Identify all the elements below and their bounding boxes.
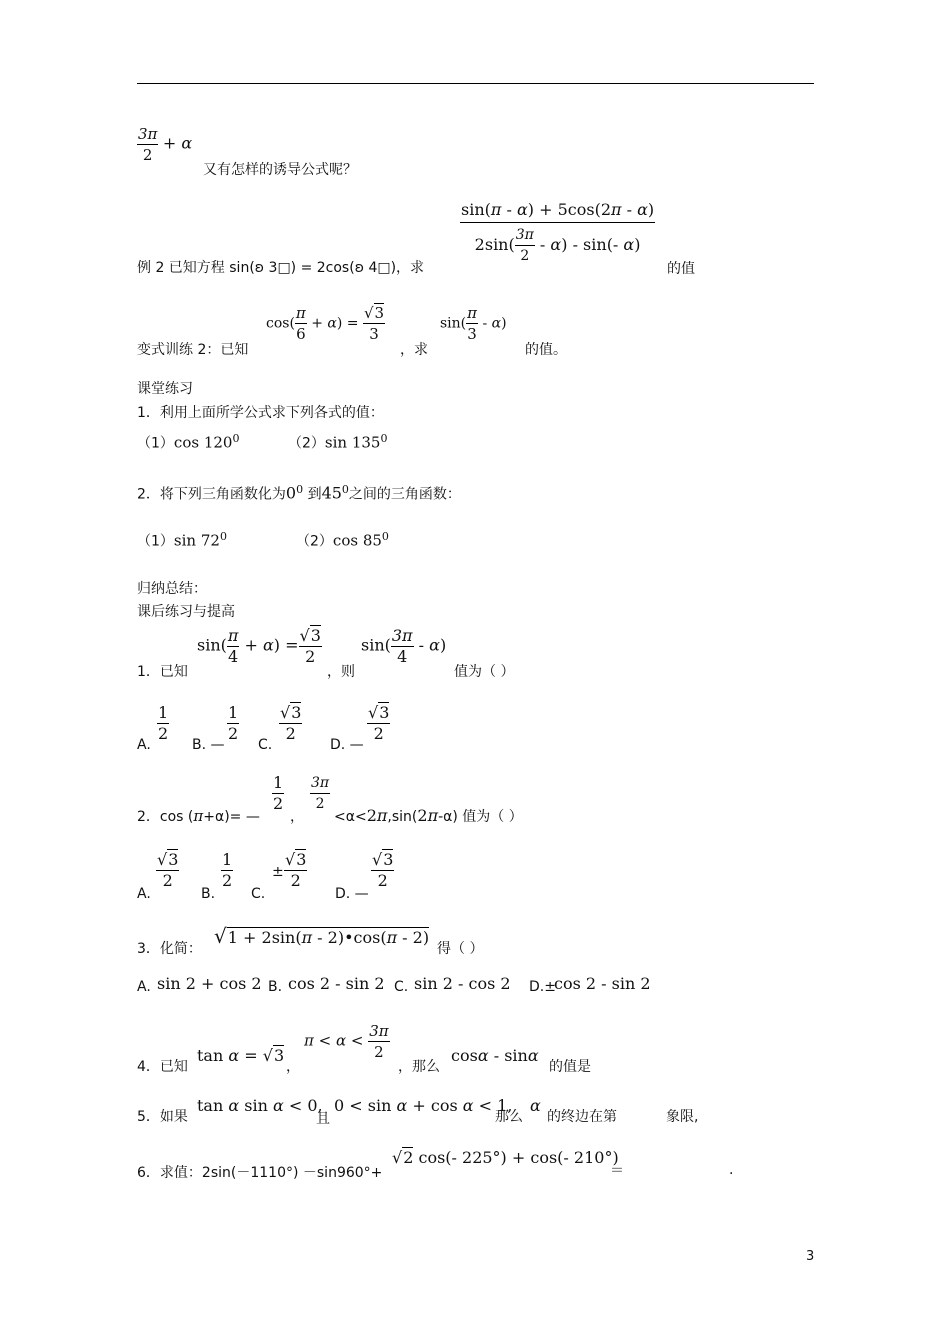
classwork-heading: 课堂练习 <box>137 381 193 397</box>
hw-q5-and: 且 <box>316 1111 330 1127</box>
intro-text: 又有怎样的诱导公式呢？ <box>203 162 357 178</box>
hw-q3-label: 3．化简： <box>137 941 202 957</box>
hw-q3-expr: √1 + 2sin(π - 2)•cos(π - 2) <box>214 924 430 948</box>
hw-q6-dot: . <box>729 1162 734 1178</box>
hw-q5-label: 5．如果 <box>137 1109 188 1125</box>
example2-text: 例 2 已知方程 sin(ʚ 3□) = 2cos(ʚ 4□)，求 <box>137 260 425 276</box>
option-d-label: D. — <box>330 737 364 753</box>
option-a-label: A. <box>137 886 151 902</box>
option-a-label: A. <box>137 979 151 995</box>
option-b-label: B. — <box>192 737 225 753</box>
option-c-label: C. <box>258 737 273 753</box>
variant2-target: sin( $\frac{\pi}{3}$ - α) <box>440 304 507 343</box>
option-b-label: B. <box>268 979 283 995</box>
example2-tail: 的值 <box>667 261 695 277</box>
variant2-comma: ，求 <box>400 342 428 358</box>
hw-q1-target: sin( $\frac{3\pi}{4}$ - α) <box>361 626 447 666</box>
hw-q5-cond2: 0 < sin α + cos α < 1, <box>334 1096 513 1115</box>
hw-q2-rest: <α<2π,sin(2π-α) 值为（ ） <box>334 806 523 825</box>
option-d-label: D.± <box>529 979 556 995</box>
option-b-label: B. <box>201 886 216 902</box>
intro-formula: $\frac{3\pi}{2}$ + α <box>138 125 193 164</box>
example2-fraction: sin(π - α) + 5cos(2π - α) 2sin( $\frac{3\pi}{2}$ - α) - sin(- α) <box>461 200 655 264</box>
hw-q2-comma: ， <box>290 809 304 825</box>
header-rule <box>137 83 814 84</box>
hw-q5-then: 那么 <box>495 1109 523 1125</box>
option-c-label: C. <box>394 979 409 995</box>
option-c-label: C. <box>251 886 266 902</box>
hw-q1-given: sin( $\frac{\pi}{4}$ + α) = $\frac{√3}{2}$ <box>197 626 321 666</box>
homework-heading: 课后练习与提高 <box>137 604 235 620</box>
classwork-q2-a: （1）sin $72^0$ <box>137 530 227 550</box>
summary-heading: 归纳总结： <box>137 581 207 597</box>
variant2-label: 变式训练 2：已知 <box>137 342 249 358</box>
classwork-q1: 1．利用上面所学公式求下列各式的值： <box>137 405 384 421</box>
variant2-given: cos( $\frac{\pi}{6}$ + α) = $\frac{√3}{3}$ <box>266 304 385 343</box>
hw-q5-tail: 的终边在第 <box>547 1109 617 1125</box>
option-a-label: A. <box>137 737 151 753</box>
hw-q4-comma: ， <box>286 1059 300 1075</box>
hw-q2-range: $\frac{3\pi}{2}$ <box>311 775 330 812</box>
hw-q1-label: 1．已知 <box>137 664 188 680</box>
hw-q6-eq: ＝ <box>610 1163 624 1179</box>
hw-q2-half: $\frac{1}{2}$ <box>273 773 284 813</box>
variant2-tail: 的值。 <box>525 342 567 358</box>
hw-q4-range: π < α < $\frac{3\pi}{2}$ <box>304 1022 389 1061</box>
classwork-q2: 2．将下列三角函数化为$0^0$ 到$45^0$之间的三角函数： <box>137 483 461 503</box>
hw-q1-mid: ，则 <box>327 664 355 680</box>
hw-q5-alpha: α <box>530 1096 541 1115</box>
classwork-q1-b: （2）sin $135^0$ <box>288 432 388 452</box>
option-d-label: D. — <box>335 886 369 902</box>
hw-q4-given: tan α = √3 <box>197 1046 285 1065</box>
hw-q4-expr: cosα - sinα <box>451 1046 539 1065</box>
box-glyph: □ <box>277 260 291 276</box>
hw-q6-expr: √2 cos(- 225°) + cos(- 210°) <box>392 1148 619 1167</box>
plus-minus: ± <box>272 864 284 880</box>
hw-q4-label: 4．已知 <box>137 1059 188 1075</box>
classwork-q2-b: （2）cos $85^0$ <box>296 530 389 550</box>
classwork-q1-a: （1）cos $120^0$ <box>137 432 240 452</box>
hw-q1-tail: 值为（ ） <box>454 664 515 680</box>
hw-q2: 2．cos (π+α)= — <box>137 807 260 825</box>
hw-q5-cond1: tan α sin α < 0, <box>197 1096 323 1115</box>
hw-q3-tail: 得（ ） <box>437 941 484 957</box>
hw-q4-then: ，那么 <box>398 1059 440 1075</box>
hw-q5-end: 象限, <box>666 1109 699 1125</box>
hw-q4-tail: 的值是 <box>549 1059 591 1075</box>
page-number: 3 <box>806 1249 815 1264</box>
hw-q6: 6．求值：2sin(－1110°) －sin960°+ <box>137 1165 383 1181</box>
